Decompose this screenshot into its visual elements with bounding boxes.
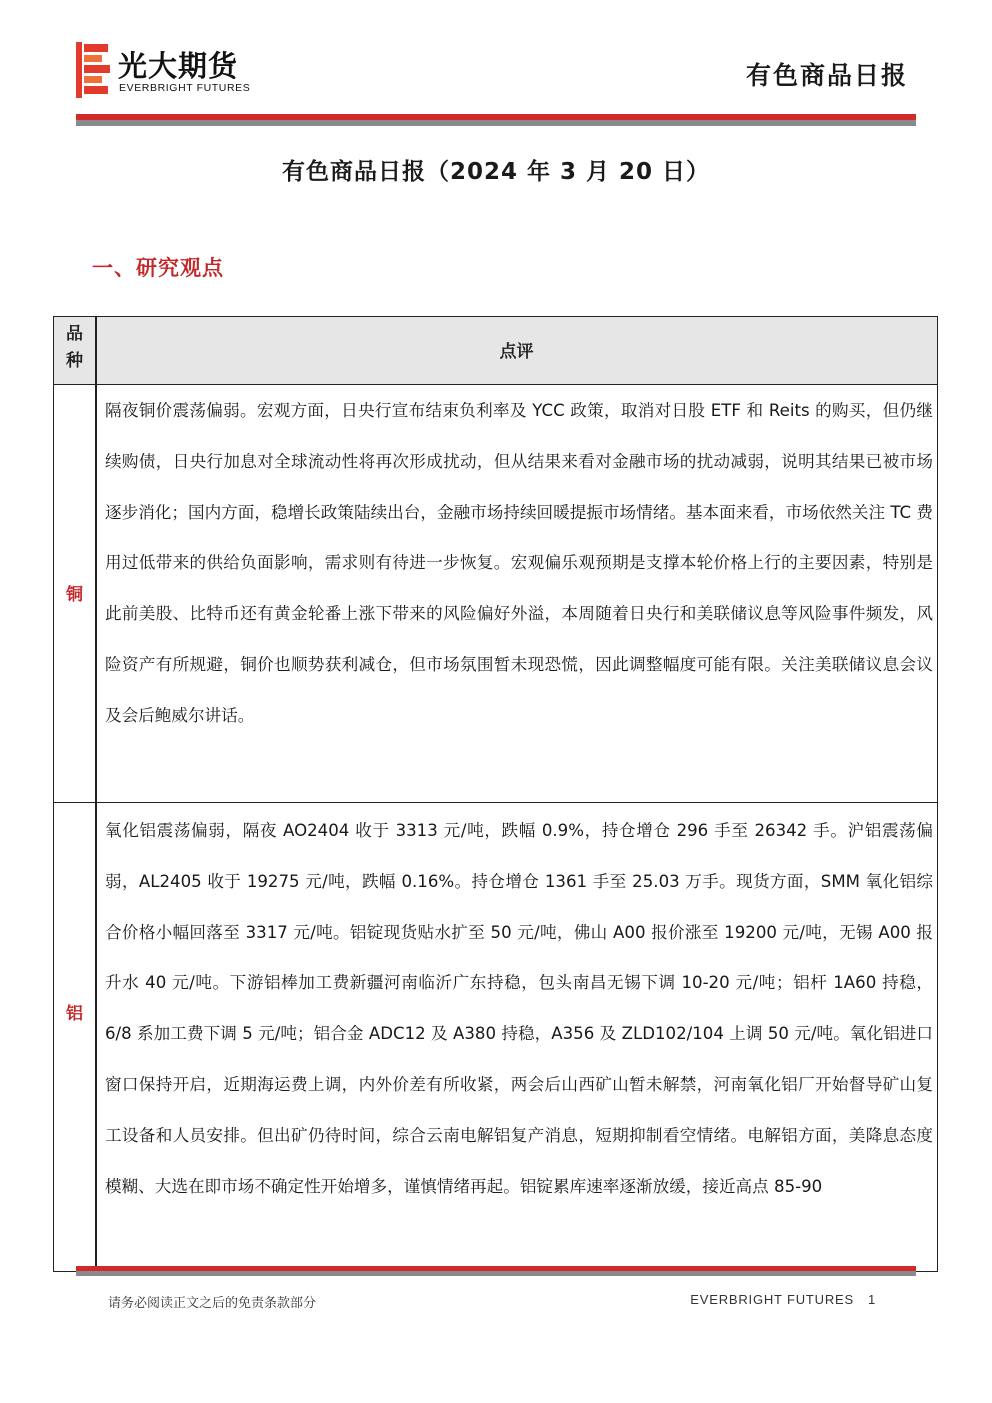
page-number: 1	[867, 1292, 876, 1307]
company-logo	[76, 42, 286, 102]
comment-copper: 隔夜铜价震荡偏弱。宏观方面，日央行宣布结束负利率及 YCC 政策，取消对日股 ETF 和 Reits 的购买，但仍继续购债，日央行加息对全球流动性将再次形成扰动，但从结果来看对金融市场的扰动减弱，说明其结果已被市场逐步消化；国内方面，稳增长政策陆续出台，金融市场持续回暖提振市场情绪。基本面来看，市场依然关注 TC 费用过低带来的供给负面影响，需求则有待进一步恢复。宏观偏乐观预期是支撑本轮价格上行的主要因素，特别是此前美股、比特币还有黄金轮番上涨下带来的风险偏好外溢，本周随着日央行和美联储议息等风险事件频发，风险资产有所规避，铜价也顺势获利减仓，但市场氛围暂未现恐慌，因此调整幅度可能有限。关注美联储议息会议及会后鲍威尔讲话。	[105, 401, 933, 725]
logo-text-cn: 光大期货	[118, 49, 239, 83]
variety-label-aluminum: 铝	[66, 1004, 83, 1024]
table-row-aluminum	[54, 804, 937, 1272]
header-variety-label: 品种	[66, 324, 83, 371]
footer-disclaimer: 请务必阅读正文之后的免责条款部分	[108, 1296, 317, 1311]
header-report-name: 有色商品日报	[745, 61, 908, 90]
commentary-table	[53, 316, 938, 1272]
table-column-divider	[95, 317, 97, 1271]
footer-company-name: EVERBRIGHT FUTURES	[690, 1292, 854, 1307]
footer-company	[690, 1292, 876, 1307]
logo-text-en: EVERBRIGHT FUTURES	[119, 82, 251, 94]
table-header-row	[54, 317, 937, 385]
document-title: 有色商品日报（2024 年 3 月 20 日）	[281, 159, 711, 185]
variety-label-copper: 铜	[66, 585, 83, 605]
header-comment: 点评	[499, 342, 534, 362]
everbright-logo-icon	[76, 42, 110, 98]
comment-aluminum: 氧化铝震荡偏弱，隔夜 AO2404 收于 3313 元/吨，跌幅 0.9%，持仓增仓 296 手至 26342 手。沪铝震荡偏弱，AL2405 收于 19275 元/吨，跌幅 0.16%。持仓增仓 1361 手至 25.03 万手。现货方面，SMM 氧化铝综合价格小幅回落至 3317 元/吨。铝锭现货贴水扩至 50 元/吨，佛山 A00 报价涨至 19200 元/吨，无锡 A00 报升水 40 元/吨。下游铝棒加工费新疆河南临沂广东持稳，包头南昌无锡下调 10-20 元/吨；铝杆 1A60 持稳，6/8 系加工费下调 5 元/吨；铝合金 ADC12 及 A380 持稳，A356 及 ZLD102/104 上调 50 元/吨。氧化铝进口窗口保持开启，近期海运费上调，内外价差有所收紧，两会后山西矿山暂未解禁，河南氧化铝厂开始督导矿山复工设备和人员安排。但出矿仍待时间，综合云南电解铝复产消息，短期抑制看空情绪。电解铝方面，美降息态度模糊、大选在即市场不确定性开始增多，谨慎情绪再起。铝锭累库速率逐渐放缓，接近高点 85-90	[105, 821, 933, 1196]
header-divider-gray	[76, 120, 916, 126]
table-row-copper	[54, 386, 937, 803]
section-heading: 一、研究观点	[92, 256, 224, 280]
header-variety	[54, 321, 95, 375]
footer-divider-gray	[76, 1271, 916, 1276]
